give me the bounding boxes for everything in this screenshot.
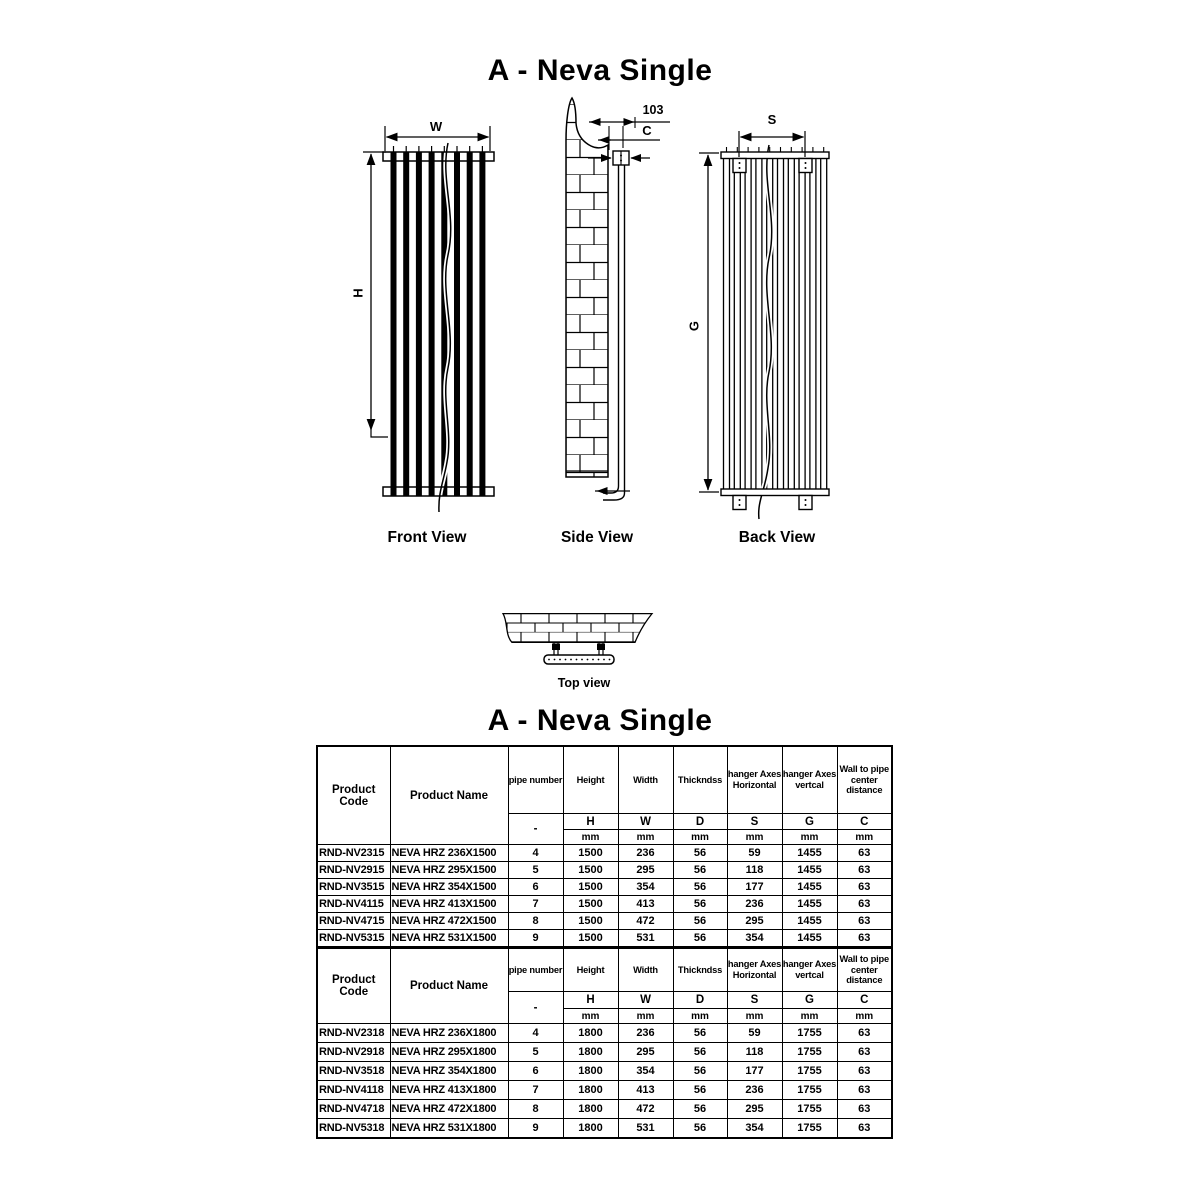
cell-value: 56 (673, 913, 727, 930)
spec-table-1800 (316, 947, 893, 1139)
header-col-unit: mm (727, 830, 782, 845)
cell-value: 1455 (782, 862, 837, 879)
cell-value: 63 (837, 930, 892, 948)
cell-value: 56 (673, 1081, 727, 1100)
header-col-symbol: W (618, 814, 673, 830)
cell-value: 56 (673, 896, 727, 913)
front-view-drawing (363, 126, 494, 512)
cell-value: 531 (618, 1119, 673, 1139)
header-col-symbol: D (673, 814, 727, 830)
table-row (317, 862, 892, 879)
cell-value: 1455 (782, 913, 837, 930)
cell-value: 354 (618, 1062, 673, 1081)
header-col-title: Thickndss (673, 948, 727, 992)
header-col-title: hanger Axes vertcal (782, 948, 837, 992)
header-col-symbol: S (727, 992, 782, 1009)
cell-product-name: NEVA HRZ 236X1800 (390, 1024, 508, 1043)
cell-product-name: NEVA HRZ 354X1500 (390, 879, 508, 896)
cell-value: 1800 (563, 1062, 618, 1081)
cell-value: 1455 (782, 896, 837, 913)
cell-value: 56 (673, 1100, 727, 1119)
header-col-unit: mm (563, 830, 618, 845)
cell-value: 354 (727, 930, 782, 948)
table-row (317, 879, 892, 896)
spec-table-1500 (316, 745, 893, 948)
cell-product-code: RND-NV3518 (317, 1062, 390, 1081)
cell-value: 1800 (563, 1043, 618, 1062)
cell-value: 4 (508, 845, 563, 862)
cell-product-name: NEVA HRZ 413X1800 (390, 1081, 508, 1100)
cell-value: 1755 (782, 1043, 837, 1062)
header-col-unit: mm (837, 830, 892, 845)
cell-value: 531 (618, 930, 673, 948)
cell-product-code: RND-NV5315 (317, 930, 390, 948)
cell-value: 1755 (782, 1081, 837, 1100)
cell-value: 1500 (563, 862, 618, 879)
cell-product-name: NEVA HRZ 472X1500 (390, 913, 508, 930)
cell-value: 1800 (563, 1081, 618, 1100)
cell-value: 472 (618, 913, 673, 930)
cell-value: 8 (508, 913, 563, 930)
cell-value: 63 (837, 896, 892, 913)
cell-product-code: RND-NV2915 (317, 862, 390, 879)
header-col-symbol: S (727, 814, 782, 830)
cell-value: 63 (837, 1062, 892, 1081)
cell-product-code: RND-NV5318 (317, 1119, 390, 1139)
cell-value: 63 (837, 1100, 892, 1119)
cell-value: 1455 (782, 845, 837, 862)
cell-product-code: RND-NV2318 (317, 1024, 390, 1043)
header-col-symbol: - (508, 992, 563, 1024)
cell-value: 1500 (563, 930, 618, 948)
side-offset-dim-label: 103 (642, 103, 664, 117)
header-col-unit: mm (837, 1009, 892, 1024)
table-row (317, 1100, 892, 1119)
cell-product-code: RND-NV2315 (317, 845, 390, 862)
cell-value: 63 (837, 1024, 892, 1043)
front-height-dim-label: H (350, 288, 366, 298)
table-row (317, 913, 892, 930)
cell-value: 63 (837, 1043, 892, 1062)
front-view-caption: Front View (387, 529, 467, 546)
header-col-title: Height (563, 948, 618, 992)
cell-value: 1455 (782, 930, 837, 948)
side-wall-distance-dim-label: C (642, 123, 652, 138)
table-row (317, 1081, 892, 1100)
cell-value: 1500 (563, 896, 618, 913)
header-col-title: pipe number (508, 746, 563, 814)
header-col-unit: mm (618, 1009, 673, 1024)
cell-value: 59 (727, 845, 782, 862)
cell-value: 118 (727, 1043, 782, 1062)
table-row (317, 896, 892, 913)
cell-value: 5 (508, 862, 563, 879)
header-product-name: Product Name (390, 746, 508, 845)
header-col-symbol: W (618, 992, 673, 1009)
header-col-symbol: G (782, 992, 837, 1009)
cell-value: 63 (837, 1119, 892, 1139)
cell-value: 9 (508, 930, 563, 948)
cell-value: 8 (508, 1100, 563, 1119)
header-col-title: Wall to pipe center distance (837, 948, 892, 992)
cell-value: 1800 (563, 1119, 618, 1139)
table-row (317, 1043, 892, 1062)
cell-value: 63 (837, 913, 892, 930)
header-col-symbol: - (508, 814, 563, 845)
cell-product-code: RND-NV4718 (317, 1100, 390, 1119)
cell-value: 177 (727, 879, 782, 896)
cell-product-code: RND-NV2918 (317, 1043, 390, 1062)
top-view-caption: Top view (557, 676, 611, 690)
header-col-symbol: C (837, 814, 892, 830)
cell-value: 236 (727, 896, 782, 913)
cell-value: 295 (618, 1043, 673, 1062)
top-view-drawing (503, 614, 652, 664)
cell-value: 1500 (563, 845, 618, 862)
cell-value: 56 (673, 879, 727, 896)
header-product-name: Product Name (390, 948, 508, 1024)
cell-product-code: RND-NV4715 (317, 913, 390, 930)
cell-value: 1500 (563, 879, 618, 896)
cell-product-code: RND-NV4118 (317, 1081, 390, 1100)
table-row (317, 845, 892, 862)
cell-value: 1755 (782, 1062, 837, 1081)
header-col-unit: mm (782, 830, 837, 845)
header-col-unit: mm (782, 1009, 837, 1024)
side-view-caption: Side View (560, 529, 634, 546)
header-col-symbol: H (563, 814, 618, 830)
cell-value: 5 (508, 1043, 563, 1062)
cell-value: 236 (618, 845, 673, 862)
cell-value: 56 (673, 930, 727, 948)
back-view-caption: Back View (738, 529, 816, 546)
header-col-unit: mm (673, 1009, 727, 1024)
cell-value: 1455 (782, 879, 837, 896)
cell-value: 413 (618, 896, 673, 913)
back-view-drawing (699, 131, 829, 519)
section-title-drawings: A - Neva Single (487, 54, 713, 87)
cell-value: 295 (727, 913, 782, 930)
cell-product-name: NEVA HRZ 354X1800 (390, 1062, 508, 1081)
header-col-title: hanger Axes Horizontal (727, 746, 782, 814)
header-product-code: Product Code (317, 746, 390, 845)
cell-value: 1755 (782, 1024, 837, 1043)
cell-product-name: NEVA HRZ 295X1500 (390, 862, 508, 879)
cell-value: 295 (727, 1100, 782, 1119)
header-col-unit: mm (618, 830, 673, 845)
cell-value: 177 (727, 1062, 782, 1081)
header-col-title: hanger Axes Horizontal (727, 948, 782, 992)
cell-value: 56 (673, 1062, 727, 1081)
cell-value: 7 (508, 896, 563, 913)
cell-product-name: NEVA HRZ 531X1500 (390, 930, 508, 948)
front-width-dim-label: W (429, 119, 443, 134)
cell-value: 56 (673, 862, 727, 879)
cell-product-code: RND-NV3515 (317, 879, 390, 896)
cell-value: 6 (508, 879, 563, 896)
header-col-title: Wall to pipe center distance (837, 746, 892, 814)
cell-product-name: NEVA HRZ 531X1800 (390, 1119, 508, 1139)
header-col-symbol: D (673, 992, 727, 1009)
header-col-title: hanger Axes vertcal (782, 746, 837, 814)
header-col-symbol: G (782, 814, 837, 830)
back-hanger-height-dim-label: G (686, 320, 702, 332)
cell-value: 236 (618, 1024, 673, 1043)
header-col-title: Thickndss (673, 746, 727, 814)
header-col-symbol: H (563, 992, 618, 1009)
cell-value: 1755 (782, 1119, 837, 1139)
cell-value: 56 (673, 1119, 727, 1139)
cell-value: 63 (837, 845, 892, 862)
cell-value: 1755 (782, 1100, 837, 1119)
cell-value: 6 (508, 1062, 563, 1081)
cell-value: 59 (727, 1024, 782, 1043)
side-view-drawing (566, 98, 670, 500)
header-col-title: pipe number (508, 948, 563, 992)
section-title-tables: A - Neva Single (487, 704, 713, 737)
cell-value: 56 (673, 1024, 727, 1043)
table-row (317, 930, 892, 948)
cell-value: 63 (837, 862, 892, 879)
cell-value: 354 (618, 879, 673, 896)
cell-value: 1800 (563, 1024, 618, 1043)
cell-value: 63 (837, 879, 892, 896)
cell-product-name: NEVA HRZ 295X1800 (390, 1043, 508, 1062)
cell-value: 354 (727, 1119, 782, 1139)
header-col-title: Height (563, 746, 618, 814)
cell-value: 56 (673, 1043, 727, 1062)
cell-product-name: NEVA HRZ 472X1800 (390, 1100, 508, 1119)
cell-value: 413 (618, 1081, 673, 1100)
cell-product-code: RND-NV4115 (317, 896, 390, 913)
cell-value: 472 (618, 1100, 673, 1119)
cell-value: 1800 (563, 1100, 618, 1119)
back-hanger-span-dim-label: S (767, 112, 777, 127)
cell-value: 56 (673, 845, 727, 862)
header-col-symbol: C (837, 992, 892, 1009)
header-product-code: Product Code (317, 948, 390, 1024)
cell-value: 236 (727, 1081, 782, 1100)
header-col-title: Width (618, 948, 673, 992)
cell-value: 1500 (563, 913, 618, 930)
cell-value: 7 (508, 1081, 563, 1100)
cell-value: 295 (618, 862, 673, 879)
table-row (317, 1119, 892, 1139)
header-col-unit: mm (727, 1009, 782, 1024)
cell-product-name: NEVA HRZ 413X1500 (390, 896, 508, 913)
table-row (317, 1062, 892, 1081)
cell-value: 9 (508, 1119, 563, 1139)
cell-value: 118 (727, 862, 782, 879)
header-col-unit: mm (563, 1009, 618, 1024)
header-col-title: Width (618, 746, 673, 814)
cell-value: 63 (837, 1081, 892, 1100)
cell-product-name: NEVA HRZ 236X1500 (390, 845, 508, 862)
cell-value: 4 (508, 1024, 563, 1043)
header-col-unit: mm (673, 830, 727, 845)
table-row (317, 1024, 892, 1043)
